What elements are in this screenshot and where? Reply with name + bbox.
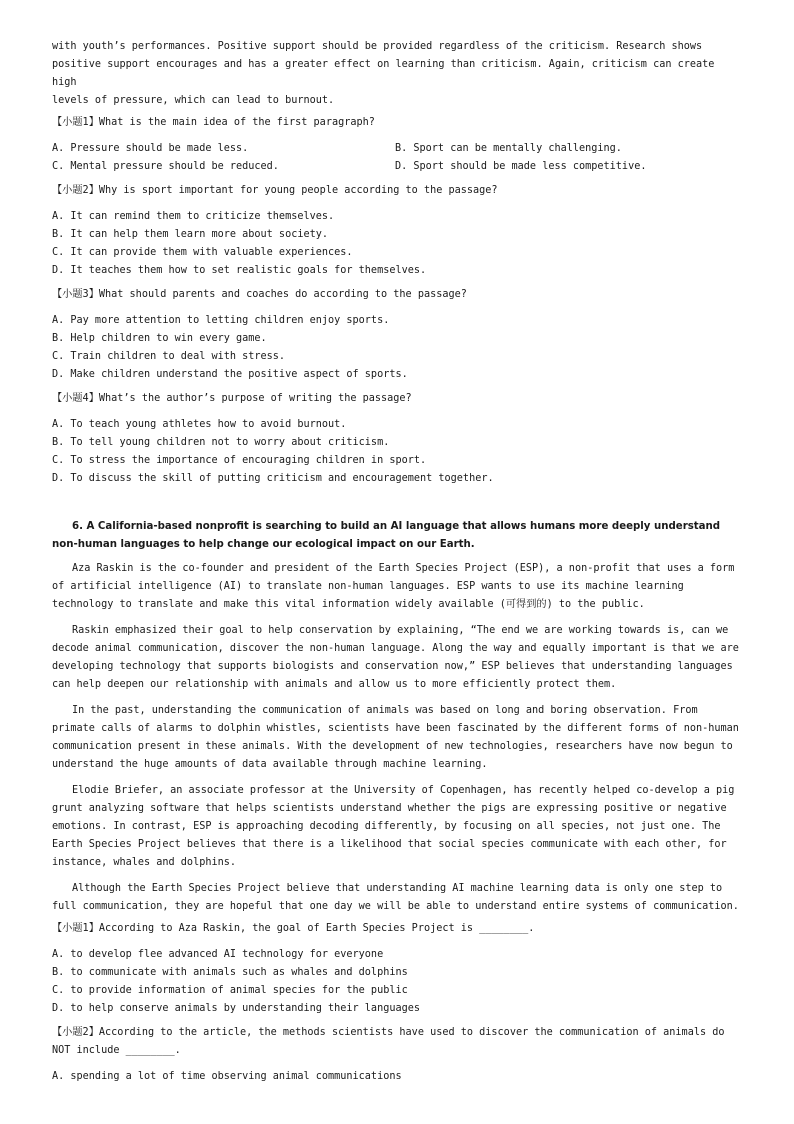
options-list (52, 416, 742, 488)
question-block (52, 114, 742, 176)
question-stem: 【小题4】What’s the author’s purpose of writing the passage? (52, 393, 412, 404)
question-block (52, 920, 742, 1018)
options-list (52, 946, 742, 1018)
passage-paragraph: Raskin emphasized their goal to help conservation by explaining, “The end we are working towards is, can we decode animal communication, discover the non-human language. Along the way and equally important is that we are developing technology that supports biologists and conservation now,” ESP believes that understanding languages can help deepen our relationship with animals and allow us to more efficiently protect them. (52, 625, 739, 690)
option-c: C. To stress the importance of encouraging children in sport. (52, 455, 427, 466)
option-d: D. To discuss the skill of putting criticism and encouragement together. (52, 473, 494, 484)
option-d: D. Sport should be made less competitive. (395, 161, 647, 172)
question-block (52, 1024, 742, 1086)
option-a: A. It can remind them to criticize themselves. (52, 211, 335, 222)
option-d: D. Make children understand the positive aspect of sports. (52, 369, 408, 380)
option-a: A. spending a lot of time observing animal communications (52, 1071, 402, 1082)
options-grid (52, 140, 742, 176)
option-c: C. Train children to deal with stress. (52, 351, 286, 362)
option-b: B. It can help them learn more about society. (52, 229, 329, 240)
option-c: C. It can provide them with valuable experiences. (52, 247, 353, 258)
passage-paragraph: Elodie Briefer, an associate professor at the University of Copenhagen, has recently helped co-develop a pig grunt analyzing software that helps scientists understand whether the pigs are expressing positive or negative emotions. In contrast, ESP is approaching decoding differently, by focusing on all species, not just one. The Earth Species Project believes that there is a likelihood that social species communicate with each other, for instance, whales and dolphins. (52, 785, 735, 868)
option-d: D. to help conserve animals by understanding their languages (52, 1003, 421, 1014)
option-b: B. To tell young children not to worry about criticism. (52, 437, 390, 448)
passage-continuation (52, 38, 742, 110)
passage-line: levels of pressure, which can lead to burnout. (52, 95, 335, 106)
passage-paragraph: Aza Raskin is the co-founder and president of the Earth Species Project (ESP), a non-profit that uses a form of artificial intelligence (AI) to translate non-human languages. ESP wants to use its machine learning technology to translate and make this vital information widely available (可得到的) to the public. (52, 563, 735, 610)
option-d: D. It teaches them how to set realistic goals for themselves. (52, 265, 427, 276)
question-block (52, 390, 742, 488)
options-list (52, 208, 742, 280)
passage-line: with youth’s performances. Positive support should be provided regardless of the criticism. Research shows (52, 41, 703, 52)
question-stem: 【小题2】According to the article, the methods scientists have used to discover the communication of animals do NOT include ________. (52, 1027, 725, 1056)
option-a: A. to develop flee advanced AI technology for everyone (52, 949, 384, 960)
options-list (52, 312, 742, 384)
passage-paragraph: Although the Earth Species Project believe that understanding AI machine learning data is only one step to full communication, they are hopeful that one day we will be able to understand entire systems of communication. (52, 883, 739, 912)
document-page (52, 38, 742, 1092)
passage-title: 6. A California-based nonprofit is searching to build an AI language that allows humans more deeply understand non-human languages to help change our ecological impact on our Earth. (52, 521, 721, 550)
option-a: A. To teach young athletes how to avoid burnout. (52, 419, 347, 430)
option-b: B. to communicate with animals such as whales and dolphins (52, 967, 408, 978)
passage-line: positive support encourages and has a greater effect on learning than criticism. Again, criticism can create high (52, 59, 721, 88)
question-stem: 【小题2】Why is sport important for young people according to the passage? (52, 185, 498, 196)
option-b: B. Help children to win every game. (52, 333, 267, 344)
option-a: A. Pay more attention to letting children enjoy sports. (52, 315, 390, 326)
question-block (52, 286, 742, 384)
question-stem: 【小题1】According to Aza Raskin, the goal of Earth Species Project is ________. (52, 923, 535, 934)
options-list (52, 1068, 742, 1086)
passage-paragraph: In the past, understanding the communication of animals was based on long and boring observation. From primate calls of alarms to dolphin whistles, scientists have been fascinated by the different forms of non-human communication present in these animals. With the development of new technologies, researchers have now begun to understand the huge amounts of data available through machine learning. (52, 705, 739, 770)
option-a: A. Pressure should be made less. (52, 143, 249, 154)
question-stem: 【小题3】What should parents and coaches do according to the passage? (52, 289, 467, 300)
option-c: C. Mental pressure should be reduced. (52, 161, 279, 172)
question-stem: 【小题1】What is the main idea of the first paragraph? (52, 117, 375, 128)
option-c: C. to provide information of animal species for the public (52, 985, 408, 996)
option-b: B. Sport can be mentally challenging. (395, 143, 622, 154)
question-block (52, 182, 742, 280)
